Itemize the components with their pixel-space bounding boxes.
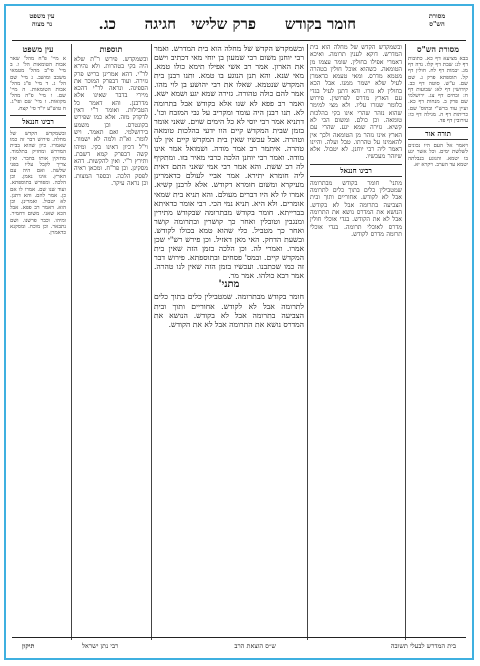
- divider: [71, 44, 72, 640]
- page-header: [12, 10, 466, 40]
- page-number: כג.: [98, 15, 116, 33]
- footer-right: בית המדרש לבעלי תשובה: [390, 642, 456, 650]
- rabbeinu-chananel-left-heading: רבינו חננאל: [10, 115, 66, 128]
- page-footer: [12, 640, 466, 654]
- footer-rule: [12, 637, 466, 638]
- masoret-label: מסורת הש"ס: [428, 12, 446, 28]
- masoret-column: [408, 44, 468, 640]
- gemara-column: [154, 44, 304, 640]
- tosafot-text: ובשמקדש. פירש ר"ת שלא היה בקי בטהרות. ולא נהירא לר"י. דהא אמרינן בריש פרק גזירה. ועוד דבפרק המוכר את הספינה. ונראה לר"י דהכא מיירי בדבר שאינו אלא מדרבנן. והא דאמר כל הטבילות. ואומר ר"י דאין לדקדק מזה. אלא כמו שפירש בקונטרס. וכן משמע בירושלמי. ואם תאמר. ויש לומר. וא"ת ולמה לא ישמור. וי"ל דכיון דאינו בקי. ומיהו קשה דבפרק קמא דשבת. ותירץ ר"י. ואין להקשות. דהא מסקינן. וכן פר"ח. ומכאן ראיה לפסק הלכה. ובספר המצות. וכן נראה עיקר.: [74, 56, 148, 188]
- torah-or-text: ויאמר אל העם היו נכונים לשלשת ימים. וכל אשר יגע בו יטמא. והנוגע בנבלתה יטמא עד הערב. ויקרא יא.: [408, 143, 468, 168]
- rashi-column: [310, 44, 402, 640]
- ein-mishpat-heading: עין משפט: [22, 44, 54, 54]
- footer-center: ש״ס הוצאת הרב: [234, 642, 276, 650]
- divider: [151, 44, 152, 640]
- footer-marker: תיקון: [22, 642, 35, 650]
- masoret-heading: מסורת הש"ס: [417, 44, 459, 54]
- header-title: חומר בקודש: [284, 15, 356, 33]
- gemara-text: ובשמקדש הקדש של מחלה הוא בית המדרש. ואמר רבי יוחנן משום רבי שמעון בן יוחי מאי דכתיב וישם את הארון. אמר רב אשי אפילו תימא כולו טמא. מאי שנא. והא תנן הנוגע בו טמא. ותנו רבנן בית המקדש שנטמא. שאלו את רבי יהושע בן לוי מהו. אמר להם כולה טהורה. גזירה שמא יגע ושמא ישא. ואמר רב פפא לא שנו אלא בקודש אבל בתרומה לא. תנו רבנן היה עומד ומקריב על גבי המזבח וכו'. דתניא אמר רבי יוסי לא כל הימים שוים. שאני אומר בזמן שבית המקדש קיים הוו ידעי בהלכות טומאה וטהרה. אבל עכשיו שאין בית המקדש קיים אין לנו טהרה. איתמר רב אמר מודה. ושמואל אמר אינו מודה. ואמר רבי יוחנן הלכה כרבי מאיר בזו. ומתקיף לה רב ששת. והא אמר רבי אמי שאני התם דאית ליה חומרא יתירא. אמר אביי לעולם כדאמרינן מעיקרא ומשום חומרא דקודש. אלא לרבנן קשיא. אמרו לו לא היו דברים מעולם. והא תניא בית שמאי אומרים. ולא היא. תניא נמי הכי. רבי אומר כדאיתא בברייתא. חומר בקודש מבתרומה שבקודש מתירין ומנגבין וטובלין ואחר כך קושרין ובתרומה קושר ואחר כך מטביל. כלי שהוא טמא בכולו לקודש. ובשעת הדחק. האי מאן דאזיל. וכן פירש רש"י שכן אמרו. ואמרי לה. וכן הלכה בזמן הזה שאין בית המקדש קיים. ובמס' פסחים ובתוספתא. פירוש דבר זה כמו שכתבנו. ועכשיו בזמן הזה שאין לנו טהרה. אמר רבא כולהו. אמר מר.: [154, 44, 304, 281]
- masoret-text: בבא מציעא דף כא. כתובות דף לג: שבת דף קלז. נדה דף מג. יבמות דף לח. חולין דף קל. תוספתא פרק ג. שם שם. ע"ש. סוטה דף כב. קידושין דף לא: שבועות דף ח: זבחים דף צג. ירושלמי שם פרק ב. מנחות דף כא. ועיין עוד ברש"י ובתוס' שם. כריתות דף ה. מגילה דף כו: עירובין דף פד.: [408, 56, 468, 125]
- ein-mishpat-text: א מיי' פ"ח מהל' שאר אבות הטומאות הל' ו. ב מיי' פי"ב מהל' מטמאי משכב ומושב. ג מיי' שם הל' ג. ד מיי' פ"ג מהל' אבות הטומאות. ה מיי' שם. ו מיי' פ"ה מהל' מקואות. ז מיי' שם ופי"ג. ח טוש"ע יו"ד סי' קצח.: [10, 56, 66, 112]
- torah-or-heading: תורה אור: [408, 127, 468, 140]
- header-chapter: פרק שלישי: [191, 15, 256, 33]
- rashi-text: ובשמקדש הקדש של מחלה הוא בית המדרש. דוקא לענין תרומה. ואיכא דאמרי אפילו בחולין. שומר עצמו מן הטומאה. כשהוא אוכל חולין בטהרה מטמא מדרס. ומאי טעמא כדאמרן לעיל שלא ישמר ממנו. אבל הכא בחולין לא גזרו. והא דתנן לעיל בגדי עם הארץ מדרס לפרושין. פירוש כלומר שגזרו עליו. ולא מצי למימר שהוא נזהר שהרי אינו בקי בהלכות טומאה. וכן כולם. ומשום הכי לא קשיא. גזירה שמא יגע. שהרי עם הארץ אינו נזהר מן הטומאה ולכך אין להאמינו על טהרתו. טבל ועלה. והיינו דאמר ליה רבי יוחנן. לא יטבול. אלא שיזהר מעכשיו.: [310, 44, 402, 161]
- mishnah-text: חומר בקודש מבתרומה. שמטבילין כלים בתוך כלים לתרומה אבל לא לקודש. אחוריים ותוך ובית הצביעה בתרומה אבל לא בקודש. הנושא את המדרס נושא את התרומה אבל לא את הקודש.: [154, 292, 304, 329]
- tosafot-heading: תוספות: [99, 44, 123, 54]
- mishnah-heading: מתני': [218, 279, 240, 291]
- rabbeinu-chananel-text: מתני' חומר בקודש מבתרומה שמטבילין כלים בתוך כלים לתרומה אבל לא לקודש. אחוריים ותוך ובית הצביעה בתרומה אבל לא בקודש. הנושא את המדרס נושא את התרומה אבל לא את הקודש. בגדי אוכלי חולין מדרס לאוכלי תרומה. בגדי אוכלי תרומה מדרס לקודש.: [310, 179, 402, 238]
- ein-mishpat-label: עין משפט נר מצוה: [29, 12, 55, 28]
- rabbeinu-chananel-heading: רבינו חננאל: [310, 164, 402, 177]
- rabbeinu-chananel-left-text: ובשמקדש הקדש של מחלה. פירוש דבר זה כמו שאמרו. כיון שהוא בבית המדרש ומחזיק בתלמוד. מחזקין אותו בחבר. ואין צריך לקבל עליו בפני שלשה. ואם היה עם הארץ. אינו נאמן. וכן הלכה. ומפורש בתוספתא. ועוד שנו שם. אמרו לו אם כן. אמר להם. והא דתנן. לא יטבול. ואמרינן. וכן הוא. דאמר רב פפא. אבל הכא שאני. משום דחמיר. ומיהו. וכבר פרשנו. ושם נתבאר. וכן מוכח. ומסקנא כדאמרן.: [10, 130, 66, 237]
- divider: [307, 44, 308, 640]
- talmud-page: [4, 4, 474, 660]
- header-tractate: חגיגה: [144, 15, 176, 33]
- ein-mishpat-column: [10, 44, 66, 640]
- tosafot-column: [74, 44, 148, 640]
- header-rule: [12, 40, 466, 41]
- footer-left: רבי נתן ישראל: [82, 642, 119, 650]
- divider: [405, 44, 406, 640]
